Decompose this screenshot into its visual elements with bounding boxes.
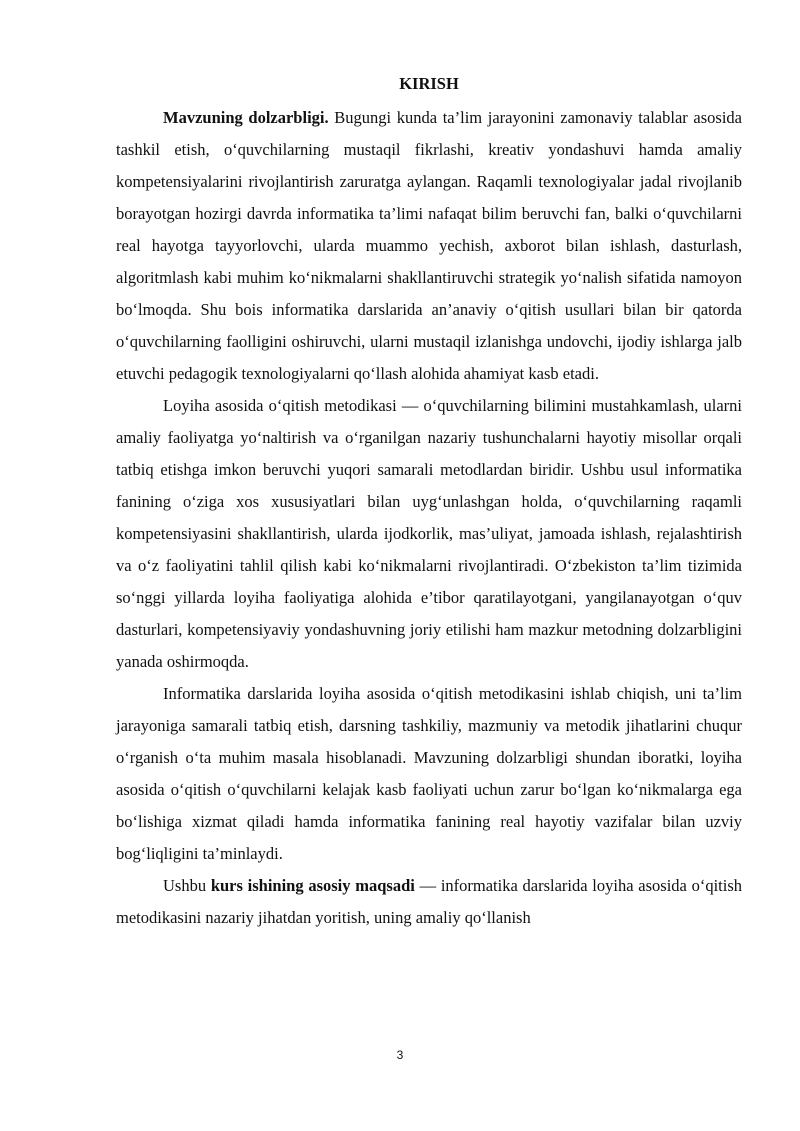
document-page bbox=[116, 74, 742, 934]
paragraph-aim bbox=[116, 870, 742, 934]
paragraph-lead: Mavzuning dolzarbligi. bbox=[163, 108, 329, 127]
paragraph-aim-start: Ushbu bbox=[163, 876, 211, 895]
paragraph-text: Bugungi kunda ta’lim jarayonini zamonaviy talablar asosida tashkil etish, o‘quvchilarning mustaqil fikrlashi, kreativ yondashuvi hamda amaliy kompetensiyalarini rivojlantirish zaruratga aylangan. Raqamli texnologiyalar jadal rivojlanib borayotgan hozirgi davrda informatika ta’limi nafaqat bilim beruvchi fan, balki o‘quvchilarni real hayotga tayyorlovchi, ularda muammo yechish, axborot bilan ishlash, dasturlash, algoritmlash kabi muhim ko‘nikmalarni shakllantiruvchi strategik yo‘nalish sifatida namoyon bo‘lmoqda. Shu bois informatika darslarida an’anaviy o‘qitish usullari bilan bir qatorda o‘quvchilarning faolligini oshiruvchi, ularni mustaqil izlanishga undovchi, ijodiy ishlarga jalb etuvchi pedagogik texnologiyalarni qo‘llash alohida ahamiyat kasb etadi. bbox=[116, 108, 742, 383]
page-number: 3 bbox=[396, 1048, 404, 1062]
paragraph-aim-bold: kurs ishining asosiy maqsadi bbox=[210, 876, 415, 895]
paragraph-relevance bbox=[116, 102, 742, 390]
section-heading: KIRISH bbox=[399, 74, 459, 93]
paragraph-project-method: Loyiha asosida o‘qitish metodikasi — o‘quvchilarning bilimini mustahkamlash, ularni amaliy faoliyatga yo‘naltirish va o‘rganilgan nazariy tushunchalarni hayotiy misollar orqali tatbiq etishga imkon beruvchi yuqori samarali metodlardan biridir. Ushbu usul informatika fanining o‘ziga xos xususiyatlari bilan uyg‘unlashgan holda, o‘quvchilarning raqamli kompetensiyasini shakllantirish, ularda ijodkorlik, mas’uliyat, jamoada ishlash, rejalashtirish va o‘z faoliyatini tahlil qilish kabi ko‘nikmalarni rivojlantiradi. O‘zbekiston ta’lim tizimida so‘nggi yillarda loyiha faoliyatiga alohida e’tibor qaratilayotgani, yangilanayotgan o‘quv dasturlari, kompetensiyaviy yondashuvning joriy etilishi ham mazkur metodning dolzarbligini yanada oshirmoqda. bbox=[116, 396, 742, 671]
paragraph-importance: Informatika darslarida loyiha asosida o‘qitish metodikasini ishlab chiqish, uni ta’lim jarayoniga samarali tatbiq etish, darsning tashkiliy, mazmuniy va metodik jihatlarini chuqur o‘rganish o‘ta muhim masala hisoblanadi. Mavzuning dolzarbligi shundan iboratki, loyiha asosida o‘qitish o‘quvchilarni kelajak kasb faoliyati uchun zarur bo‘lgan ko‘nikmalarga ega bo‘lishiga xizmat qiladi hamda informatika fanining real hayotiy vazifalar bilan uzviy bog‘liqligini ta’minlaydi. bbox=[116, 684, 742, 863]
paragraph-aim-text: — informatika darslarida loyiha asosida o‘qitish metodikasini nazariy jihatdan yoritish, uning amaliy qo‘llanish bbox=[116, 876, 742, 927]
